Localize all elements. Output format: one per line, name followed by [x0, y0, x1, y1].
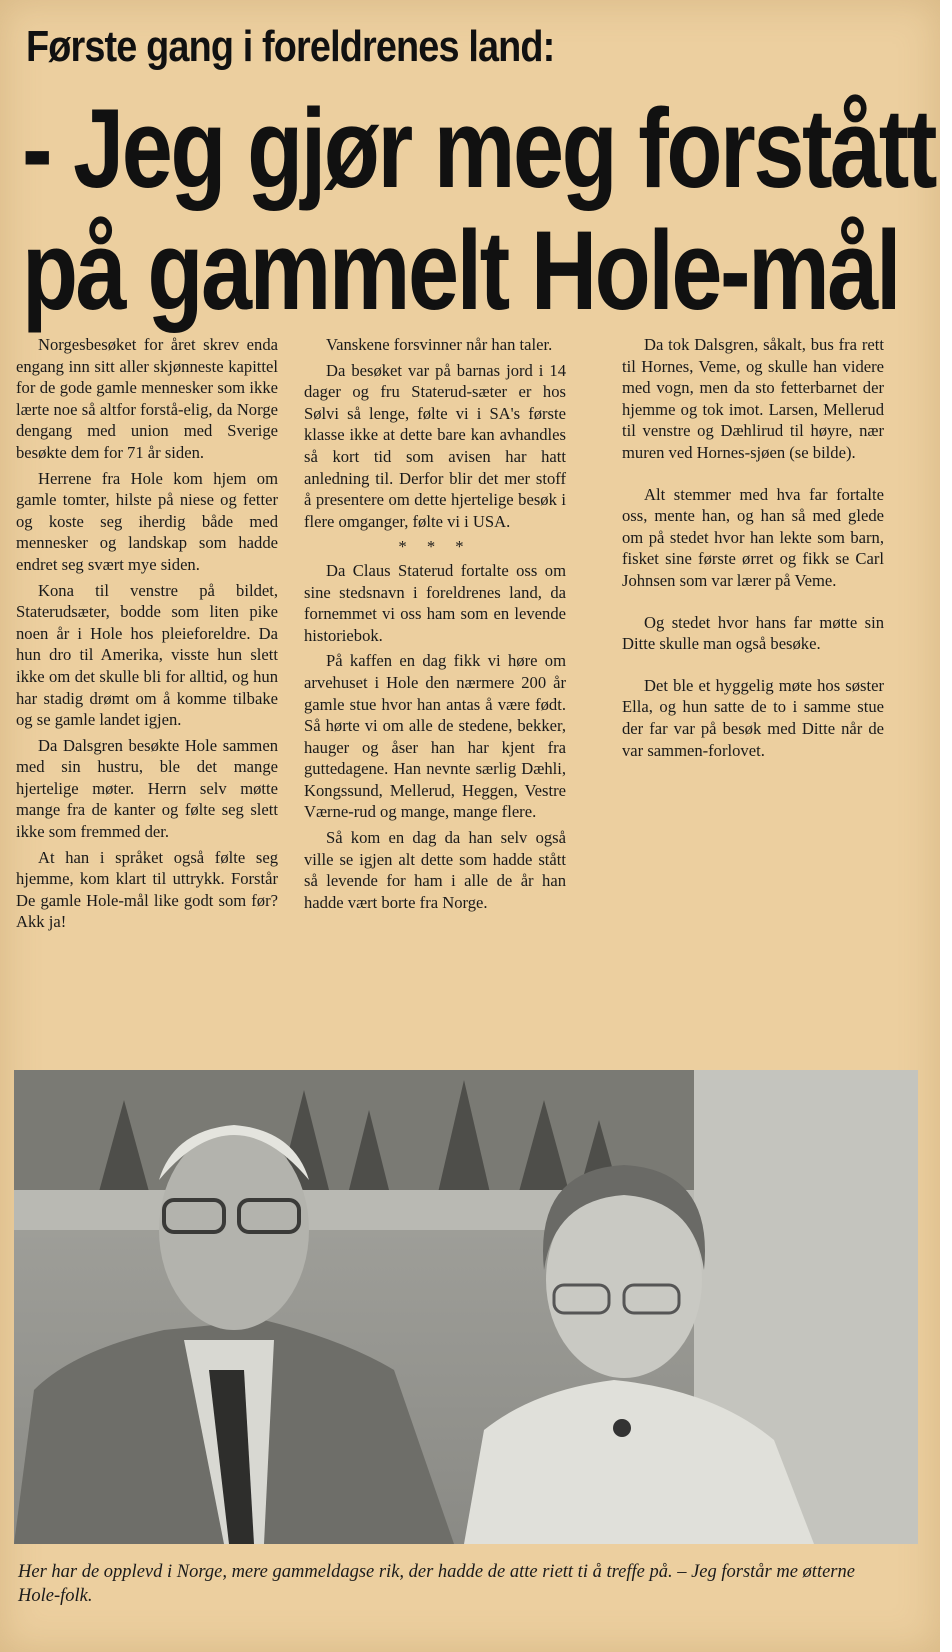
couple-photo — [14, 1070, 918, 1544]
paragraph: Da tok Dalsgren, såkalt, bus fra rett til Hornes, Veme, og skulle han videre med vogn, men da sto fetterbarnet der hjemme og tok imot. Larsen, Mellerud til venstre og Dæhlirud til høyre, nær muren ved Hornes-sjøen (se bilde). — [622, 335, 884, 462]
article-column-2 — [304, 334, 566, 917]
kicker-headline: Første gang i foreldrenes land: — [26, 22, 555, 71]
paragraph: Det ble et hyggelig møte hos søster Ella, og hun satte de to i samme stue der far var på besøk med Ditte når de var sammen-forlovet. — [622, 675, 884, 760]
headline-line-1: - Jeg gjør meg forstått — [22, 86, 935, 211]
paragraph: Kona til venstre på bildet, Staterudsæter, bodde som liten pike noen år i Hole hos pleieforeldre. Da hun dro til Amerika, visste hun slett ikke om det skulle bli for alltid, og hun har stadig drømt om å komme tilbake og se gamle landet igjen. — [16, 580, 278, 730]
paragraph: På kaffen en dag fikk vi høre om arvehuset i Hole den nærmere 200 år gamle stue hvor han antas å være født. Så hørte vi om alle de stedene, bekker, hauger og åser han har kjent fra guttedagene. Han nevnte særlig Dæhli, Kongssund, Mellerud, Heggen, Vestre Værne-rud og mange, mange flere. — [304, 651, 566, 822]
paragraph: At han i språket også følte seg hjemme, kom klart til uttrykk. Forstår De gamle Hole-mål like godt som før? Akk ja! — [16, 847, 278, 932]
section-break-stars: * * * — [398, 537, 472, 557]
article-column-1 — [16, 334, 278, 937]
headline-line-2: på gammelt Hole-mål — [22, 208, 900, 333]
paragraph: Norgesbesøket for året skrev enda engang inn sitt aller skjønneste kapittel for de gode gamle mennesker som ikke lærte noe så altfor forstå-elig, da Norge dengang med union med Sverige besøkte dem for 71 år siden. — [16, 335, 278, 462]
paragraph: Vanskene forsvinner når han taler. — [326, 335, 553, 354]
photo-caption: Her har de opplevd i Norge, mere gammeldagse rik, der hadde de atte riett ti å treffe på. – Jeg forstår me øtterne Hole-folk. — [18, 1562, 855, 1606]
paragraph: Alt stemmer med hva far fortalte oss, mente han, og han så med glede om på stedet hvor han lekte som barn, fisket sine første ørret og fikk se Carl Johnsen som var lærer på Veme. — [622, 484, 884, 590]
paragraph: Og stedet hvor hans far møtte sin Ditte skulle man også besøke. — [622, 612, 884, 654]
paragraph: Da besøket var på barnas jord i 14 dager og fru Staterud-sæter er hos Sølvi så lenge, følte vi i SA's første klasse ikke at dette bare kan avhandles så kort tid som avisen har hatt anledning til. Derfor blir det mer stoff å presentere om dette hjertelige besøk i flere omganger, følte vi i USA. — [304, 360, 566, 531]
main-headline — [22, 86, 935, 333]
paragraph: Så kom en dag da han selv også ville se igjen alt dette som hadde stått så levende for ham i alle de år han hadde vært borte fra Norge. — [304, 828, 566, 912]
paragraph: Da Dalsgren besøkte Hole sammen med sin hustru, ble det mange hjertelige møter. Herrn selv møtte mange fra de kanter og følte seg slett ikke som fremmed der. — [16, 735, 278, 842]
paragraph: Da Claus Staterud fortalte oss om sine stedsnavn i foreldrenes land, da fornemmet vi oss ham som en levende historiebok. — [304, 560, 566, 645]
article-column-3 — [622, 334, 884, 781]
paragraph: Herrene fra Hole kom hjem om gamle tomter, hilste på niese og fetter og koste seg iherdig både med mennesker og landskap som hadde endret seg svært mye siden. — [16, 468, 278, 574]
photo-illustration — [14, 1070, 918, 1544]
